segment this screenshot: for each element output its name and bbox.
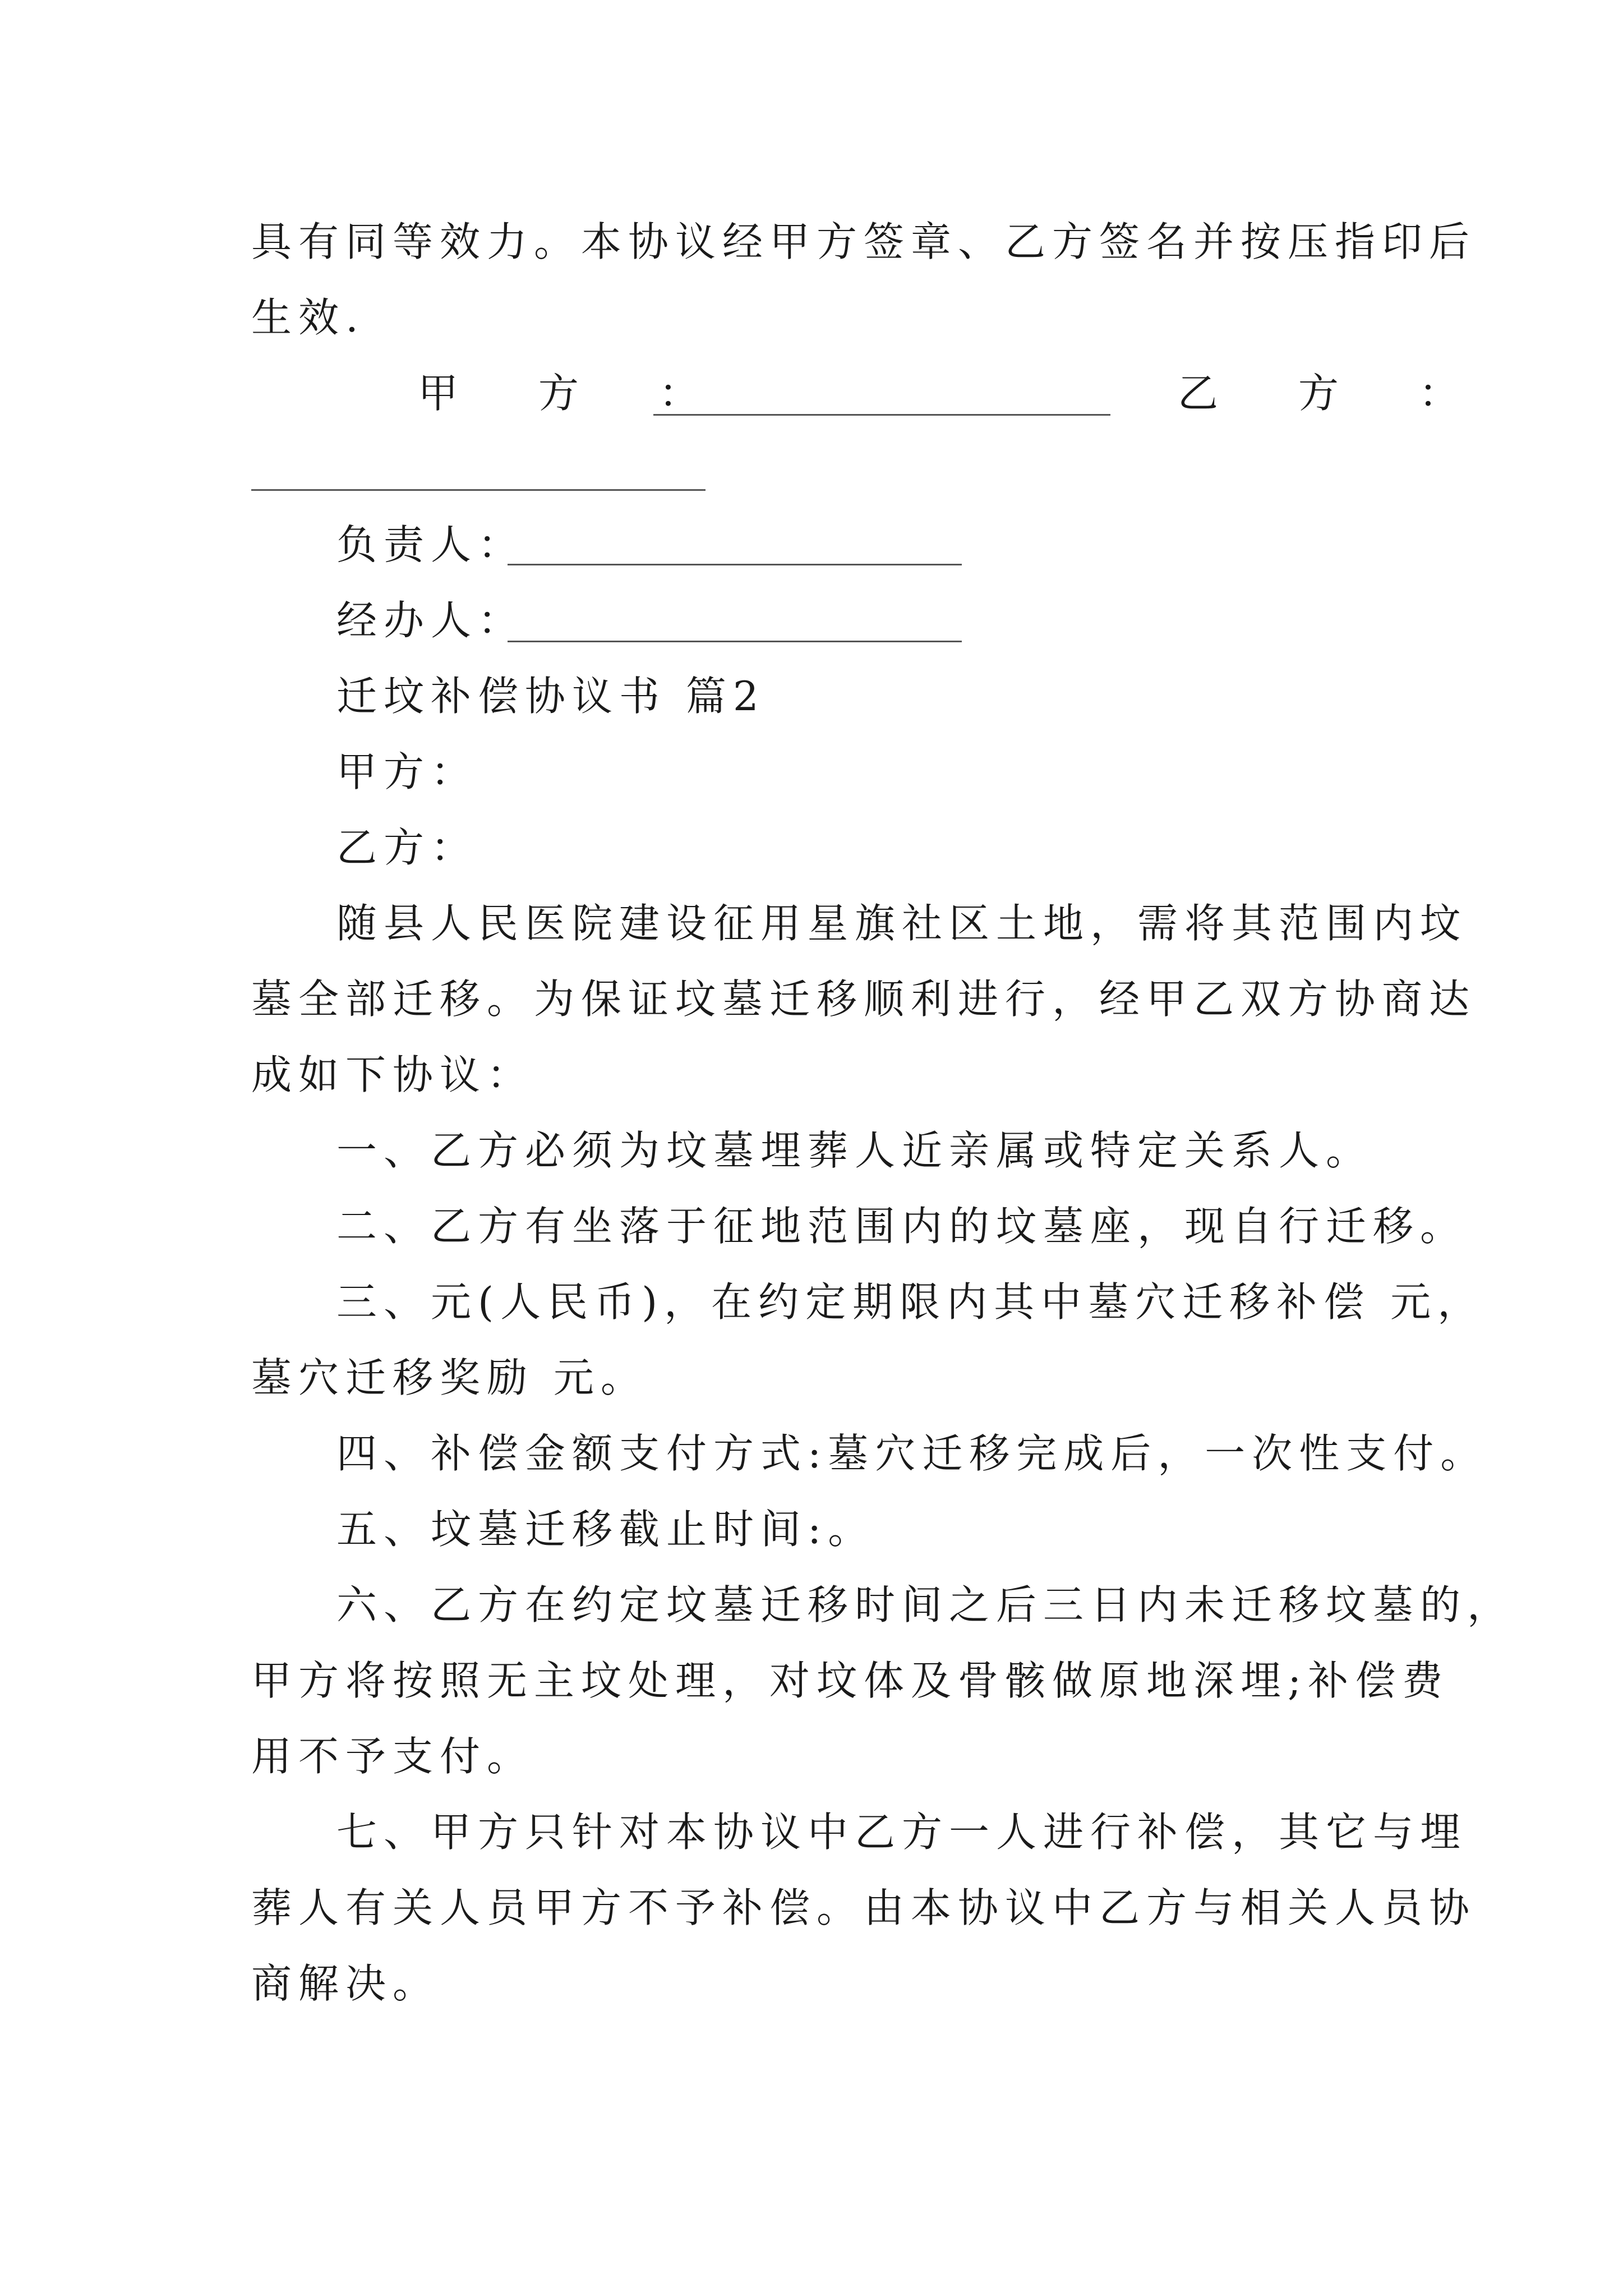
paragraph-1-line-2: 墓全部迁移。为保证坟墓迁移顺利进行，经甲乙双方协商达 xyxy=(251,976,1477,1023)
handler-line xyxy=(508,641,962,642)
clause-3-line-2: 墓穴迁移奖励 元。 xyxy=(251,1354,648,1401)
clause-6-line-1: 六、乙方在约定坟墓迁移时间之后三日内未迁移坟墓的， xyxy=(336,1581,1515,1628)
handler-label: 经办人： xyxy=(336,597,525,644)
clause-6-line-3: 用不予支付。 xyxy=(251,1733,534,1780)
responsible-person-label: 负责人： xyxy=(336,521,525,568)
intro-line-1: 具有同等效力。本协议经甲方签章、乙方签名并按压指印后 xyxy=(251,218,1477,265)
party-b-heading: 乙方： xyxy=(336,824,478,871)
paragraph-1-line-1: 随县人民医院建设征用星旗社区土地，需将其范围内坟 xyxy=(336,900,1468,947)
party-a-signature-line xyxy=(653,414,1110,416)
clause-7-line-3: 商解决。 xyxy=(251,1960,440,2007)
party-a-heading: 甲方： xyxy=(336,748,478,795)
responsible-person-line xyxy=(508,564,962,565)
clause-3-line-1: 三、元(人民币)，在约定期限内其中墓穴迁移补偿 元， xyxy=(336,1278,1485,1326)
clause-5: 五、坟墓迁移截止时间:。 xyxy=(336,1506,875,1553)
party-a-signature-label: 甲 方 ： xyxy=(418,370,733,417)
party-b-signature-line xyxy=(251,489,706,491)
clause-6-line-2: 甲方将按照无主坟处理，对坟体及骨骸做原地深埋;补偿费 xyxy=(251,1657,1450,1704)
clause-7-line-1: 七、甲方只针对本协议中乙方一人进行补偿，其它与埋 xyxy=(336,1809,1468,1856)
section-title: 迁坟补偿协议书 篇2 xyxy=(336,673,766,720)
clause-7-line-2: 葬人有关人员甲方不予补偿。由本协议中乙方与相关人员协 xyxy=(251,1884,1477,1931)
clause-4: 四、补偿金额支付方式:墓穴迁移完成后，一次性支付。 xyxy=(336,1430,1488,1477)
clause-1: 一、乙方必须为坟墓埋葬人近亲属或特定关系人。 xyxy=(336,1127,1373,1174)
paragraph-1-line-3: 成如下协议： xyxy=(251,1051,534,1098)
party-b-signature-label: 乙 方 ： xyxy=(1178,370,1493,417)
intro-line-2: 生效. xyxy=(251,294,365,341)
clause-2: 二、乙方有坐落于征地范围内的坟墓座，现自行迁移。 xyxy=(336,1203,1468,1250)
